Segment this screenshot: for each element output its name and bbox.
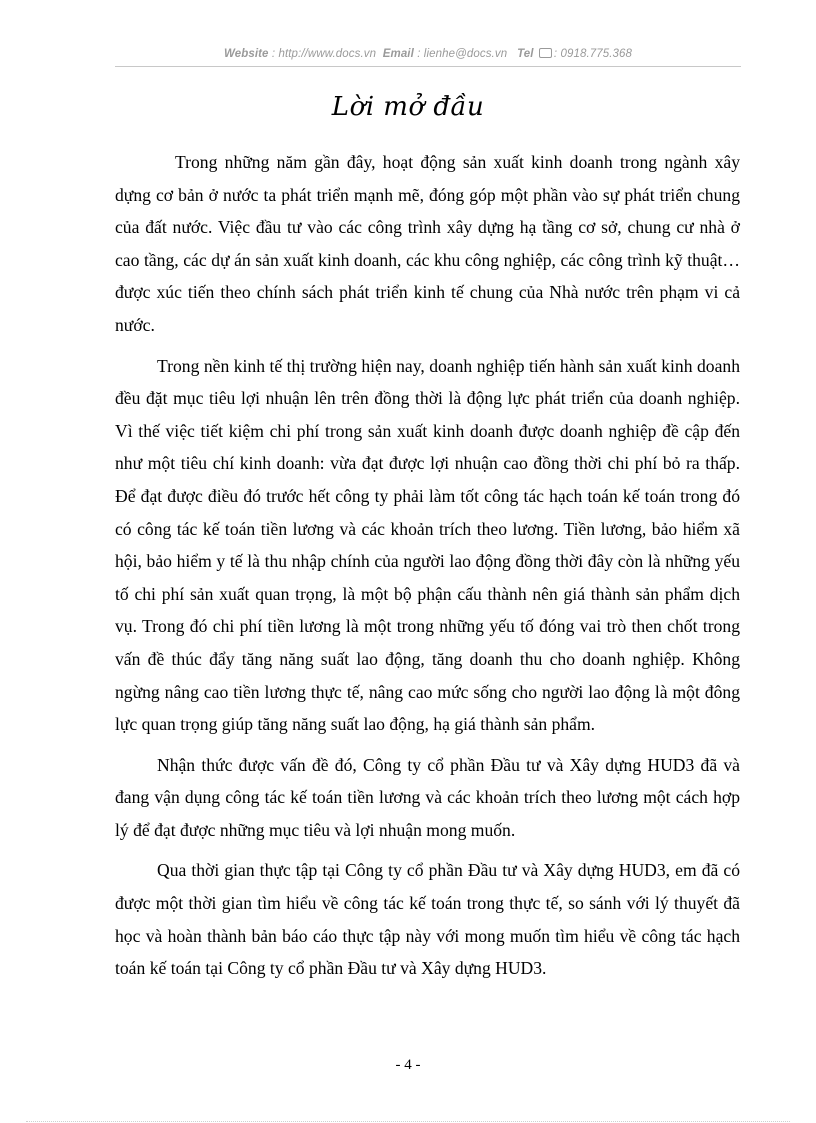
phone-icon — [539, 48, 552, 58]
paragraph-4: Qua thời gian thực tập tại Công ty cổ phần Đầu tư và Xây dựng HUD3, em đã có được một thời gian tìm hiểu về công tác kế toán trong thực tế, so sánh với lý thuyết đã học và hoàn thành bản báo cáo thực tập này với mong muốn tìm hiểu về công tác hạch toán kế toán tại Công ty cổ phần Đầu tư và Xây dựng HUD3. — [115, 860, 740, 979]
page-header — [115, 48, 741, 60]
footer-divider — [26, 1121, 790, 1122]
header-divider — [115, 66, 741, 67]
website-label: Website — [223, 48, 269, 60]
page-title: Lời mở đầu — [331, 92, 485, 122]
email-value: : lienhe@docs.vn — [413, 48, 508, 60]
paragraph-2: Trong nền kinh tế thị trường hiện nay, doanh nghiệp tiến hành sản xuất kinh doanh đều đặt mục tiêu lợi nhuận lên trên đồng thời là động lực phát triển của doanh nghiệp. Vì thế việc tiết kiệm chi phí trong sản xuất kinh doanh được doanh nghiệp đề cập đến như một tiêu chí kinh doanh: vừa đạt được lợi nhuận cao đồng thời chi phí bỏ ra thấp. Để đạt được điều đó trước hết công ty phải làm tốt công tác hạch toán kế toán trong đó có công tác kế toán tiền lương và các khoản trích theo lương. Tiền lương, bảo hiểm xã hội, bảo hiểm y tế là thu nhập chính của người lao động đồng thời đây còn là những yếu tố chi phí sản xuất quan trọng, là một bộ phận cấu thành nên giá thành sản phẩm dịch vụ. Trong đó chi phí tiền lương là một trong những yếu tố đóng vai trò then chốt trong vấn đề thúc đẩy tăng năng suất lao động, tăng doanh thu cho doanh nghiệp. Không ngừng nâng cao tiền lương thực tế, nâng cao mức sống cho người lao động là một đông lực quan trọng giúp tăng năng suất lao động, hạ giá thành sản phẩm. — [115, 355, 740, 735]
document-body — [115, 146, 740, 985]
tel-value: : 0918.775.368 — [553, 48, 633, 60]
email-label: Email — [382, 48, 414, 60]
tel-label: Tel — [517, 48, 534, 60]
website-value: : http://www.docs.vn — [268, 48, 377, 60]
page-number: - 4 - — [395, 1057, 421, 1073]
paragraph-1: Trong những năm gần đây, hoạt động sản xuất kinh doanh trong ngành xây dựng cơ bản ở nước ta phát triển mạnh mẽ, đóng góp một phần vào sự phát triển chung của đất nước. Việc đầu tư vào các công trình xây dựng hạ tầng cơ sở, chung cư nhà ở cao tầng, các dự án sản xuất kinh doanh, các khu công nghiệp, các công trình kỹ thuật… được xúc tiến theo chính sách phát triển kinh tế chung của Nhà nước trên phạm vi cả nước. — [115, 152, 740, 335]
paragraph-3: Nhận thức được vấn đề đó, Công ty cổ phần Đầu tư và Xây dựng HUD3 đã và đang vận dụng công tác kế toán tiền lương và các khoản trích theo lương một cách hợp lý để đạt được những mục tiêu và lợi nhuận mong muốn. — [115, 754, 740, 840]
